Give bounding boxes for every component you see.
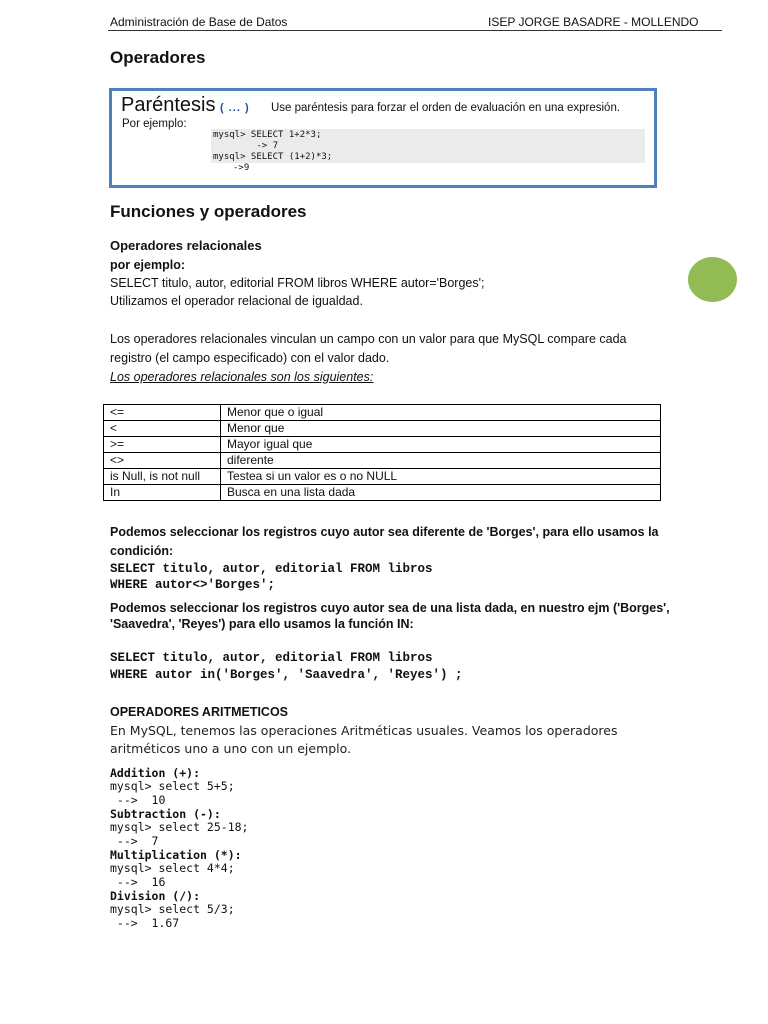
diferente-code: SELECT titulo, autor, editorial FROM libros xyxy=(110,562,433,576)
example-heading: Subtraction (-): xyxy=(110,807,221,821)
table-row xyxy=(104,437,661,453)
parentesis-symbol: ( ... ) xyxy=(220,102,250,114)
aritmeticos-intro: En MySQL, tenemos las operaciones Aritméticas usuales. Veamos los operadores xyxy=(110,723,618,738)
example-heading: Multiplication (*): xyxy=(110,848,242,862)
example-result: --> 1.67 xyxy=(110,916,180,930)
operator-cell: In xyxy=(104,485,221,501)
operator-description-cell: Testea si un valor es o no NULL xyxy=(221,469,661,485)
parentesis-description: Use paréntesis para forzar el orden de evaluación en una expresión. xyxy=(271,102,621,114)
table-row xyxy=(104,485,661,501)
example-heading: Addition (+): xyxy=(110,766,201,780)
diferente-code: WHERE autor<>'Borges'; xyxy=(110,578,276,592)
example-query: mysql> select 5+5; xyxy=(110,779,235,793)
example-query: mysql> select 4*4; xyxy=(110,861,235,875)
example-heading: Division (/): xyxy=(110,889,201,903)
parentesis-code-line: mysql> SELECT (1+2)*3; xyxy=(213,152,333,162)
operator-cell: is Null, is not null xyxy=(104,469,221,485)
relacionales-paragraph: Los operadores relacionales vinculan un campo con un valor para que MySQL compare cada xyxy=(110,332,627,346)
parentesis-code-line: ->9 xyxy=(233,163,250,173)
table-row xyxy=(104,405,661,421)
operator-cell: >= xyxy=(104,437,221,453)
operator-description-cell: diferente xyxy=(221,453,661,469)
example-result: --> 16 xyxy=(110,875,166,889)
header-divider xyxy=(108,30,722,31)
parentesis-title: Paréntesis xyxy=(121,94,216,116)
lista-paragraph: 'Saavedra', 'Reyes') para ello usamos la función IN: xyxy=(110,617,414,631)
operator-cell: <= xyxy=(104,405,221,421)
example-query: mysql> select 25-18; xyxy=(110,820,249,834)
relacionales-list-intro: Los operadores relacionales son los siguientes: xyxy=(110,370,374,384)
lista-paragraph: Podemos seleccionar los registros cuyo autor sea de una lista dada, en nuestro ejm ('Borges', xyxy=(110,601,670,615)
lista-code: SELECT titulo, autor, editorial FROM libros xyxy=(110,651,433,665)
example-result: --> 10 xyxy=(110,793,166,807)
aritmeticos-intro: aritméticos uno a uno con un ejemplo. xyxy=(110,741,352,756)
header-institution: ISEP JORGE BASADRE - MOLLENDO xyxy=(488,15,699,29)
parentesis-code-line: mysql> SELECT 1+2*3; xyxy=(213,130,322,140)
operator-description-cell: Mayor igual que xyxy=(221,437,661,453)
example-query: mysql> select 5/3; xyxy=(110,902,235,916)
operator-description-cell: Busca en una lista dada xyxy=(221,485,661,501)
operator-cell: < xyxy=(104,421,221,437)
diferente-paragraph: condición: xyxy=(110,544,174,558)
table-row xyxy=(104,453,661,469)
section-title-funciones: Funciones y operadores xyxy=(110,202,307,221)
table-row xyxy=(104,469,661,485)
lista-code: WHERE autor in('Borges', 'Saavedra', 'Reyes') ; xyxy=(110,668,463,682)
diferente-paragraph: Podemos seleccionar los registros cuyo autor sea diferente de 'Borges', para ello usamos la xyxy=(110,525,659,539)
operator-description-cell: Menor que o igual xyxy=(221,405,661,421)
relacionales-paragraph: registro (el campo especificado) con el valor dado. xyxy=(110,351,390,365)
header-course-title: Administración de Base de Datos xyxy=(110,15,288,29)
parentesis-code-line: -> 7 xyxy=(213,141,279,151)
section-title-operadores: Operadores xyxy=(110,48,206,67)
relacionales-por-ejemplo: por ejemplo: xyxy=(110,258,186,272)
operator-cell: <> xyxy=(104,453,221,469)
decorative-green-circle xyxy=(688,257,737,302)
operator-description-cell: Menor que xyxy=(221,421,661,437)
parentesis-example-label: Por ejemplo: xyxy=(122,118,187,130)
example-result: --> 7 xyxy=(110,834,159,848)
table-row xyxy=(104,421,661,437)
relacionales-query: SELECT titulo, autor, editorial FROM libros WHERE autor='Borges'; xyxy=(110,276,485,290)
relacionales-utilizamos: Utilizamos el operador relacional de igualdad. xyxy=(110,294,363,308)
operators-table xyxy=(103,404,661,501)
aritmeticos-title: OPERADORES ARITMETICOS xyxy=(110,705,289,719)
relacionales-title: Operadores relacionales xyxy=(110,238,262,253)
